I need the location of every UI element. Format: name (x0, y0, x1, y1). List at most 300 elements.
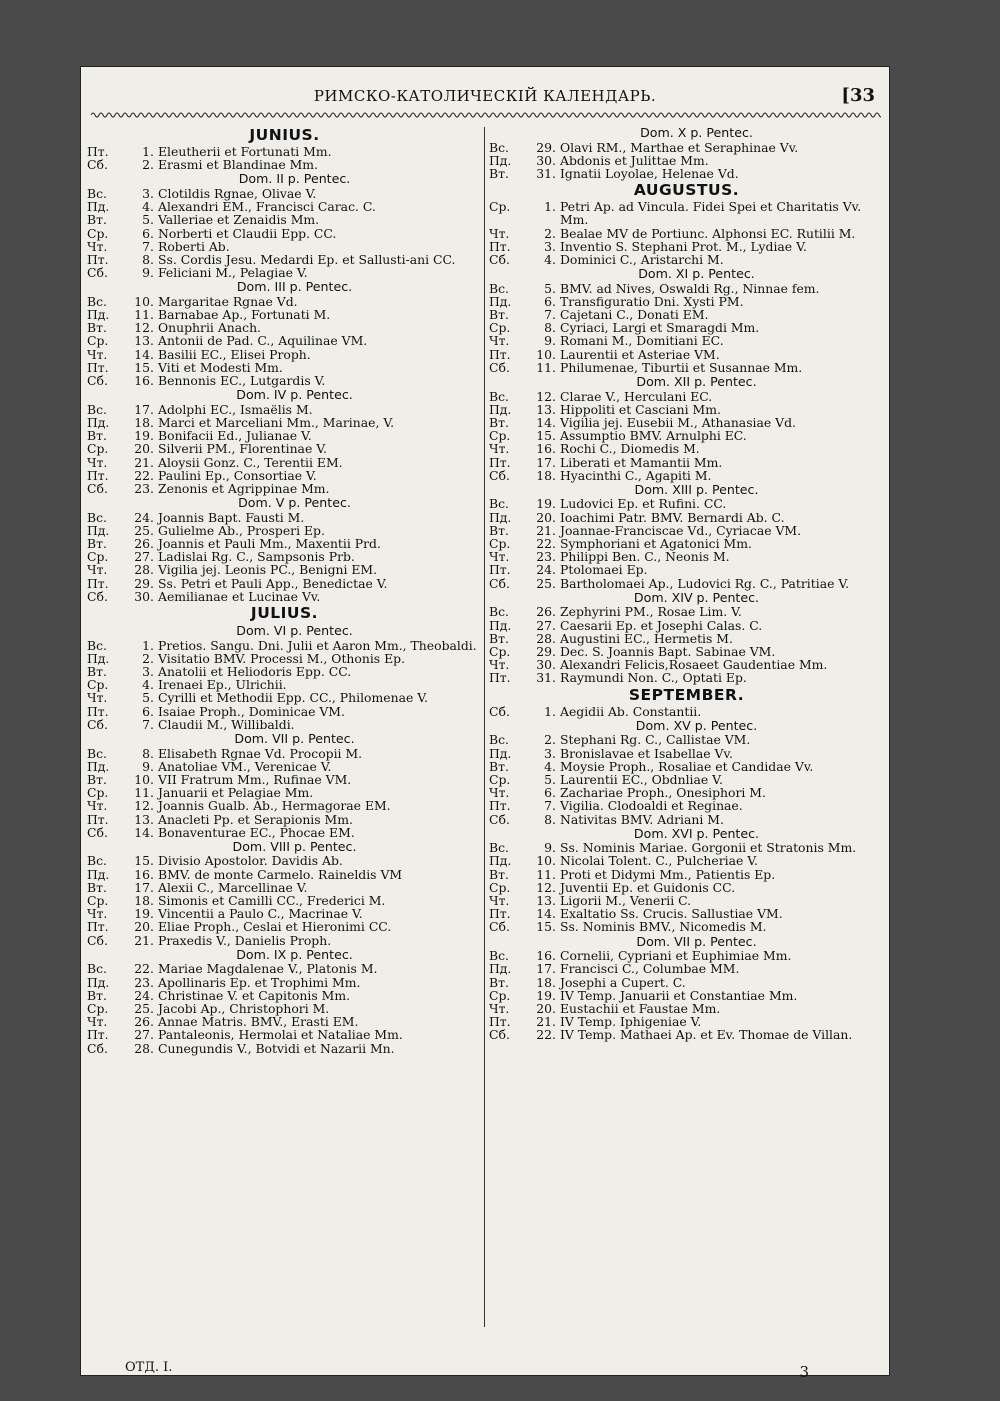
date-number: 24. (536, 562, 556, 578)
feast-text: Clarae V., Herculani EC. (560, 388, 713, 404)
feast-text: Assumptio BMV. Arnulphi EC. (560, 428, 747, 444)
weekday: Пд. (489, 853, 512, 869)
weekday: Ср. (87, 785, 109, 801)
date-number: 9. (544, 333, 556, 349)
feast-text: Basilii EC., Elisei Proph. (158, 346, 311, 362)
feast-text: Laurentii et Asteriae VM. (560, 346, 720, 362)
date-number: 20. (536, 1000, 556, 1016)
column-divider (484, 127, 485, 1327)
date-number: 16. (134, 866, 154, 882)
date-number: 20. (134, 919, 154, 935)
date-number: 28. (536, 630, 556, 646)
feast-text: Adolphi EC., Ismaëlis M. (158, 401, 313, 417)
date-number: 22. (134, 961, 154, 977)
date-number: 12. (536, 879, 556, 895)
weekday: Пд. (87, 866, 110, 882)
date-number: 19. (134, 906, 154, 922)
feast-text: Laurentii EC., Obdnliae V. (560, 771, 723, 787)
sunday-heading: Dom. XIV p. Pentec. (633, 589, 760, 605)
date-number: 14. (536, 906, 556, 922)
feast-text: Januarii et Pelagiae Mm. (158, 785, 314, 801)
feast-text: Olavi RM., Marthae et Seraphinae Vv. (560, 139, 799, 155)
calendar-entry (489, 605, 884, 618)
calendar-entry (87, 962, 482, 975)
sunday-heading: Dom. III p. Pentec. (236, 279, 353, 295)
weekday: Вт. (489, 758, 509, 774)
date-number: 29. (536, 139, 556, 155)
feast-text: Transfiguratio Dni. Xysti PM. (560, 293, 744, 309)
feast-text: Elisabeth Rgnae Vd. Procopii M. (158, 745, 363, 761)
calendar-entry (489, 868, 884, 881)
weekday: Ср. (489, 536, 511, 552)
feast-text: Bealae MV de Portiunc. Alphonsi EC. Rutilii M. (560, 225, 856, 241)
feast-text: Erasmi et Blandinae Mm. (158, 157, 318, 173)
weekday: Сб. (87, 716, 108, 732)
date-number: 2. (142, 157, 154, 173)
date-number: 13. (536, 893, 556, 909)
weekday: Пт. (87, 703, 109, 719)
feast-text: Joannis Bapt. Fausti M. (158, 509, 305, 525)
calendar-entry (489, 253, 884, 266)
weekday: Пт. (87, 1027, 109, 1043)
feast-text: Ss. Nominis BMV., Nicomedis M. (560, 919, 767, 935)
feast-text: Philippi Ben. C., Neonis M. (560, 549, 730, 565)
date-number: 10. (134, 771, 154, 787)
date-number: 3. (142, 185, 154, 201)
sunday-heading: Dom. XV p. Pentec. (635, 717, 758, 733)
weekday: Пт. (489, 906, 511, 922)
feast-text: Annae Matris. BMV., Erasti EM. (158, 1014, 359, 1030)
calendar-entry (87, 639, 482, 652)
page-header (81, 85, 889, 111)
weekday: Вс. (87, 293, 107, 309)
calendar-entry (87, 705, 482, 718)
calendar-entry (87, 227, 482, 240)
feast-text: Bonaventurae EC., Phocae EM. (158, 824, 355, 840)
date-number: 9. (142, 758, 154, 774)
date-number: 19. (536, 496, 556, 512)
date-number: 30. (536, 152, 556, 168)
feast-text: Caesarii Ep. et Josephi Calas. C. (560, 617, 763, 633)
feast-text: Bartholomaei Ap., Ludovici Rg. C., Patritiae V. (560, 575, 850, 591)
weekday: Пд. (87, 414, 110, 430)
weekday: Ср. (489, 644, 511, 659)
sunday-heading: Dom. VII p. Pentec. (636, 933, 757, 949)
date-number: 10. (536, 853, 556, 869)
date-number: 10. (134, 293, 154, 309)
calendar-entry (489, 962, 884, 975)
weekday: Вс. (489, 388, 509, 404)
date-number: 4. (544, 758, 556, 774)
calendar-entry (489, 1028, 884, 1041)
calendar-entry (489, 200, 884, 226)
feast-text: Exaltatio Ss. Crucis. Sallustiae VM. (560, 906, 783, 922)
feast-text: Joannis Gualb. Ab., Hermagorae EM. (158, 798, 391, 814)
date-number: 1. (544, 199, 556, 215)
weekday: Чт. (489, 333, 510, 349)
date-number: 7. (142, 716, 154, 732)
feast-text: Pretios. Sangu. Dni. Julii et Aaron Mm., Theobaldi. (158, 637, 477, 653)
date-number: 19. (134, 428, 154, 444)
date-number: 3. (142, 664, 154, 679)
feast-text: IV Temp. Iphigeniae V. (560, 1014, 702, 1030)
date-number: 2. (544, 732, 556, 748)
weekday: Пт. (489, 454, 511, 470)
feast-text: Cyriaci, Largi et Smaragdi Mm. (560, 320, 760, 336)
month-heading: JUNIUS. (249, 126, 320, 144)
date-number: 21. (536, 522, 556, 538)
weekday: Вс. (87, 509, 107, 525)
date-number: 25. (134, 522, 154, 538)
feast-text: Proti et Didymi Mm., Patientis Ep. (560, 866, 776, 882)
date-number: 4. (544, 251, 556, 267)
date-number: 12. (134, 798, 154, 814)
feast-text: Feliciani M., Pelagiae V. (158, 265, 308, 281)
date-number: 20. (536, 509, 556, 525)
weekday: Сб. (87, 824, 108, 840)
weekday: Ср. (489, 428, 511, 444)
weekday: Чт. (87, 562, 108, 578)
feast-text: Ioachimi Patr. BMV. Bernardi Ab. C. (560, 509, 785, 525)
weekday: Ср. (87, 333, 109, 349)
date-number: 6. (544, 785, 556, 801)
sunday-heading: Dom. XI p. Pentec. (638, 266, 755, 282)
weekday: Вс. (489, 496, 509, 512)
calendar-entry (87, 799, 482, 812)
feast-text: Zenonis et Agrippinae Mm. (158, 480, 330, 496)
feast-text: Francisci C., Columbae MM. (560, 961, 740, 977)
feast-text: Ignatii Loyolae, Helenae Vd. (560, 165, 739, 181)
calendar-entry (87, 266, 482, 279)
calendar-entry (489, 154, 884, 167)
weekday: Чт. (87, 1014, 108, 1030)
calendar-entry (489, 813, 884, 826)
weekday: Чт. (489, 225, 510, 241)
calendar-entry (87, 158, 482, 171)
month-heading: SEPTEMBER. (628, 685, 745, 704)
date-number: 30. (536, 657, 556, 673)
calendar-entry (87, 563, 482, 576)
weekday: Пд. (87, 522, 110, 538)
date-number: 11. (134, 785, 154, 801)
feast-text: BMV. ad Nives, Oswaldi Rg., Ninnae fem. (560, 280, 820, 296)
calendar-entry (87, 577, 482, 590)
weekday: Вт. (87, 664, 107, 679)
feast-text: Alexii C., Marcellinae V. (158, 879, 308, 895)
weekday: Сб. (87, 373, 108, 389)
weekday: Вт. (87, 879, 107, 895)
calendar-entry (489, 227, 884, 240)
weekday: Чт. (489, 441, 510, 457)
date-number: 16. (134, 373, 154, 389)
date-number: 17. (536, 454, 556, 470)
sunday-heading: Dom. XVI p. Pentec. (633, 825, 760, 841)
date-number: 24. (134, 509, 154, 525)
calendar-entry (489, 282, 884, 295)
feast-text: Aegidii Ab. Constantii. (560, 703, 702, 719)
sunday-heading: Dom. VII p. Pentec. (234, 731, 355, 747)
weekday: Ср. (489, 987, 511, 1003)
footer-section: ОТД. I. (125, 1360, 173, 1375)
feast-text: Pantaleonis, Hermolai et Nataliae Mm. (158, 1027, 403, 1043)
feast-text: Dec. S. Joannis Bapt. Sabinae VM. (560, 644, 776, 659)
feast-text: Claudii M., Willibaldi. (158, 716, 295, 732)
date-number: 23. (536, 549, 556, 565)
feast-text: Joannae-Franciscae Vd., Cyriacae VM. (560, 522, 802, 538)
calendar-entry (489, 390, 884, 403)
feast-text: Alexandri EM., Francisci Carac. C. (158, 199, 376, 215)
feast-text: Anacleti Pp. et Serapionis Mm. (158, 811, 353, 827)
date-number: 14. (536, 414, 556, 430)
feast-text: Hyacinthi C., Agapiti M. (560, 467, 712, 483)
weekday: Пт. (87, 359, 109, 375)
date-number: 8. (142, 251, 154, 267)
weekday: Ср. (87, 549, 109, 565)
weekday: Чт. (87, 454, 108, 470)
weekday: Сб. (489, 1027, 510, 1043)
feast-text: IV Temp. Mathaei Ap. et Ev. Thomae de Villan. (560, 1027, 853, 1043)
weekday: Вс. (87, 745, 107, 761)
calendar-entry (489, 361, 884, 374)
date-number: 29. (134, 575, 154, 591)
weekday: Вт. (489, 630, 509, 646)
weekday: Ср. (489, 771, 511, 787)
weekday: Сб. (87, 588, 108, 604)
feast-text: Symphoriani et Agatonici Mm. (560, 536, 752, 552)
feast-text: Ligorii M., Venerii C. (560, 893, 692, 909)
feast-text: Vigilia jej. Eusebii M., Athanasiae Vd. (560, 414, 796, 430)
feast-text: BMV. de monte Carmelo. Raineldis VM (158, 866, 403, 882)
feast-text: Irenaei Ep., Ulrichii. (158, 677, 287, 693)
feast-text: Vigilia. Clodoaldi et Reginae. (560, 798, 743, 814)
feast-text: Silverii PM., Florentinae V. (158, 441, 327, 457)
sunday-heading: Dom. XII p. Pentec. (636, 374, 757, 390)
date-number: 26. (134, 536, 154, 552)
date-number: 14. (134, 824, 154, 840)
date-number: 21. (134, 932, 154, 948)
weekday: Сб. (87, 1040, 108, 1056)
calendar-entry (87, 240, 482, 253)
calendar-entry (489, 497, 884, 510)
feast-text: Anatoliae VM., Verenicae V. (158, 758, 332, 774)
date-number: 1. (544, 703, 556, 719)
calendar-entry (489, 705, 884, 718)
feast-text: Eleutherii et Fortunati Mm. (158, 144, 332, 159)
calendar-entry (489, 747, 884, 760)
date-number: 5. (544, 280, 556, 296)
date-number: 13. (134, 333, 154, 349)
calendar-entry (489, 976, 884, 989)
weekday: Чт. (489, 893, 510, 909)
weekday: Ср. (87, 225, 109, 241)
date-number: 18. (536, 467, 556, 483)
feast-text: Moysie Proph., Rosaliae et Candidae Vv. (560, 758, 814, 774)
calendar-entry (87, 1028, 482, 1041)
calendar-entry (489, 563, 884, 576)
date-number: 10. (536, 346, 556, 362)
weekday: Пт. (489, 670, 511, 686)
date-number: 28. (134, 1040, 154, 1056)
date-number: 6. (142, 703, 154, 719)
weekday: Пд. (489, 293, 512, 309)
feast-text: Paulini Ep., Consortiae V. (158, 467, 317, 483)
feast-text: Dominici C., Aristarchi M. (560, 251, 724, 267)
date-number: 15. (134, 853, 154, 869)
weekday: Ср. (489, 879, 511, 895)
weekday: Пт. (87, 575, 109, 591)
date-number: 17. (134, 401, 154, 417)
weekday: Чт. (489, 549, 510, 565)
calendar-entry (489, 799, 884, 812)
feast-text: Apollinaris Ep. et Trophimi Mm. (158, 974, 361, 990)
weekday: Вт. (87, 536, 107, 552)
feast-text: Josephi a Cupert. C. (560, 974, 686, 990)
date-number: 5. (544, 771, 556, 787)
feast-text: Valleriae et Zenaidis Mm. (158, 212, 320, 228)
date-number: 12. (536, 388, 556, 404)
date-number: 17. (536, 961, 556, 977)
feast-text: Aemilianae et Lucinae Vv. (158, 588, 321, 604)
sunday-heading: Dom. II p. Pentec. (238, 171, 351, 187)
feast-text: Stephani Rg. C., Callistae VM. (560, 732, 751, 748)
feast-text: Viti et Modesti Mm. (158, 359, 283, 375)
weekday: Сб. (489, 575, 510, 591)
date-number: 21. (536, 1014, 556, 1030)
feast-text: Praxedis V., Danielis Proph. (158, 932, 332, 948)
date-number: 6. (544, 293, 556, 309)
feast-text: Ptolomaei Ep. (560, 562, 648, 578)
feast-text: Augustini EC., Hermetis M. (560, 630, 733, 646)
calendar-entry (489, 141, 884, 154)
weekday: Вт. (87, 212, 107, 228)
date-number: 21. (134, 454, 154, 470)
date-number: 27. (134, 1027, 154, 1043)
date-number: 16. (536, 948, 556, 964)
date-number: 5. (142, 690, 154, 706)
date-number: 31. (536, 165, 556, 181)
calendar-entry (489, 760, 884, 773)
calendar-entry (489, 403, 884, 416)
weekday: Пт. (87, 919, 109, 935)
date-number: 22. (536, 536, 556, 552)
calendar-entry (87, 718, 482, 731)
date-number: 22. (134, 467, 154, 483)
weekday: Ср. (87, 677, 109, 693)
feast-text: Zachariae Proph., Onesiphori M. (560, 785, 766, 801)
calendar-entry (489, 511, 884, 524)
weekday: Вс. (489, 732, 509, 748)
feast-text: Inventio S. Stephani Prot. M., Lydiae V. (560, 238, 807, 254)
calendar-entry (87, 976, 482, 989)
date-number: 27. (134, 549, 154, 565)
date-number: 15. (536, 919, 556, 935)
feast-text: Margaritae Rgnae Vd. (158, 293, 298, 309)
weekday: Вс. (489, 604, 509, 620)
date-number: 4. (142, 677, 154, 693)
sunday-heading: Dom. VIII p. Pentec. (232, 838, 357, 854)
weekday: Пт. (87, 251, 109, 267)
weekday: Пт. (489, 346, 511, 362)
weekday: Ср. (87, 893, 109, 909)
feast-text: Norberti et Claudii Epp. CC. (158, 225, 337, 241)
date-number: 17. (134, 879, 154, 895)
date-number: 9. (544, 840, 556, 856)
weekday: Вс. (489, 840, 509, 856)
feast-text: Aloysii Gonz. C., Terentii EM. (158, 454, 343, 470)
date-number: 11. (536, 866, 556, 882)
weekday: Вс. (87, 961, 107, 977)
weekday: Ср. (489, 320, 511, 336)
feast-text: Bonifacii Ed., Julianae V. (158, 428, 312, 444)
date-number: 14. (134, 346, 154, 362)
calendar-entry (489, 577, 884, 590)
weekday: Пд. (489, 745, 512, 761)
weekday: Пт. (87, 811, 109, 827)
left-column (87, 125, 482, 1055)
calendar-entry (489, 240, 884, 253)
calendar-entry (87, 747, 482, 760)
date-number: 28. (134, 562, 154, 578)
weekday: Сб. (489, 467, 510, 483)
calendar-entry (87, 590, 482, 603)
date-number: 30. (134, 588, 154, 604)
calendar-entry (489, 733, 884, 746)
weekday: Чт. (87, 238, 108, 254)
calendar-entry (87, 456, 482, 469)
calendar-entry (87, 826, 482, 839)
date-number: 3. (544, 238, 556, 254)
date-number: 18. (536, 974, 556, 990)
weekday: Чт. (489, 1000, 510, 1016)
date-number: 11. (134, 307, 154, 323)
date-number: 27. (536, 617, 556, 633)
calendar-entry (87, 854, 482, 867)
right-column (489, 125, 884, 1042)
weekday: Чт. (87, 690, 108, 706)
calendar-entry (489, 920, 884, 933)
feast-text: Romani M., Domitiani EC. (560, 333, 724, 349)
feast-text: Mariae Magdalenae V., Platonis M. (158, 961, 378, 977)
calendar-entry (489, 854, 884, 867)
calendar-entry (87, 760, 482, 773)
page-number: [33 (841, 85, 875, 106)
weekday: Сб. (489, 919, 510, 935)
date-number: 4. (142, 199, 154, 215)
calendar-entry (489, 334, 884, 347)
date-number: 18. (134, 414, 154, 430)
calendar-entry (489, 619, 884, 632)
feast-text: Liberati et Mamantii Mm. (560, 454, 723, 470)
weekday: Чт. (489, 785, 510, 801)
weekday: Сб. (489, 359, 510, 375)
calendar-entry (489, 348, 884, 361)
calendar-entry (489, 167, 884, 180)
weekday: Сб. (489, 703, 510, 719)
date-number: 24. (134, 987, 154, 1003)
date-number: 13. (536, 401, 556, 417)
sunday-heading: Dom. IV p. Pentec. (236, 387, 353, 403)
feast-text: Alexandri Felicis,Rosaeet Gaudentiae Mm. (560, 657, 828, 673)
date-number: 7. (142, 238, 154, 254)
feast-text: Barnabae Ap., Fortunati M. (158, 307, 331, 323)
feast-text: Cunegundis V., Botvidi et Nazarii Mn. (158, 1040, 395, 1056)
date-number: 29. (536, 644, 556, 659)
date-number: 18. (134, 893, 154, 909)
date-number: 8. (142, 745, 154, 761)
date-number: 1. (142, 144, 154, 159)
weekday: Вт. (489, 165, 509, 181)
weekday: Чт. (87, 906, 108, 922)
